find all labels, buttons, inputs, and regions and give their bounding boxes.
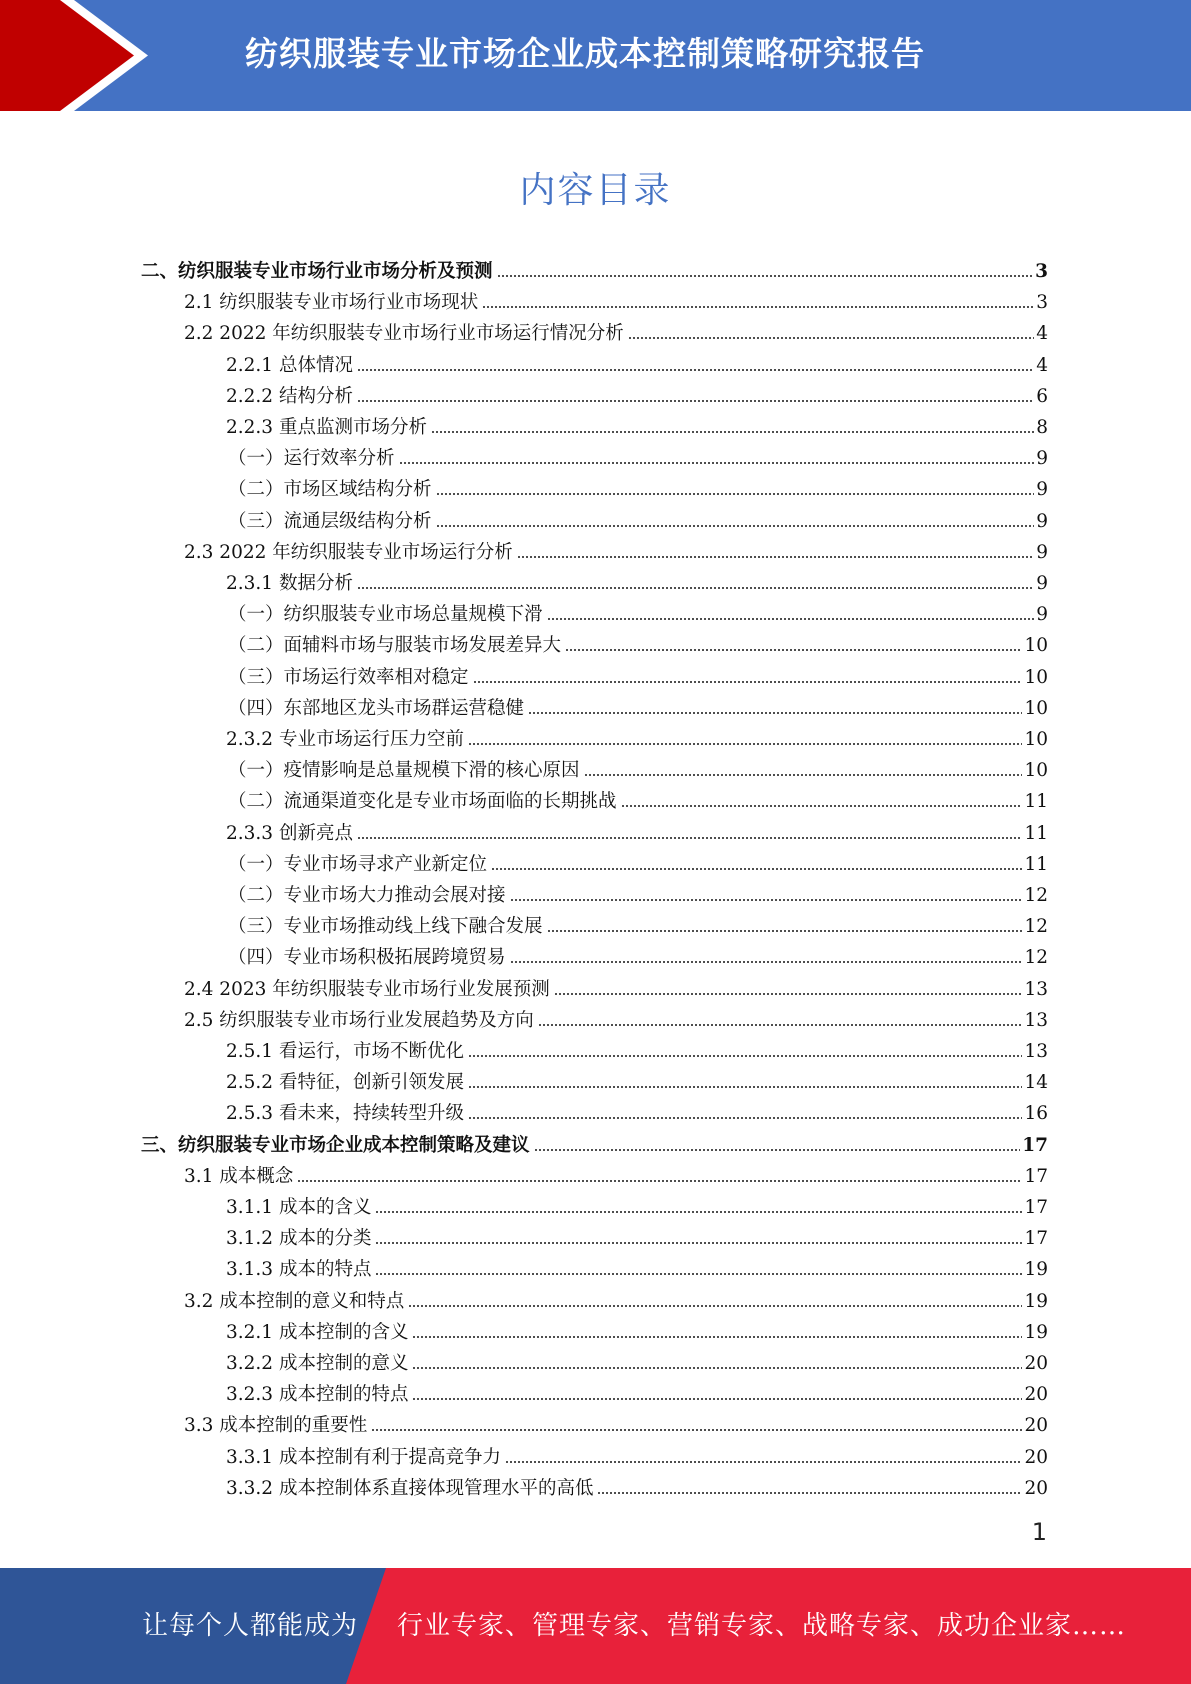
toc-dot-leader: [473, 680, 1023, 684]
toc-entry-page: 10: [1024, 635, 1048, 657]
toc-entry-title: 2.5 纺织服装专业市场行业发展趋势及方向: [184, 1009, 534, 1031]
header-banner: [0, 0, 1191, 111]
toc-entry-page: 9: [1036, 541, 1048, 563]
toc-entry[interactable]: [226, 1063, 1048, 1094]
toc-entry[interactable]: [226, 1094, 1048, 1125]
toc-entry[interactable]: [184, 1282, 1048, 1313]
toc-dot-leader: [491, 867, 1022, 871]
toc-entry-page: 11: [1024, 791, 1048, 813]
toc-entry[interactable]: [228, 595, 1048, 626]
toc-entry[interactable]: [226, 1313, 1048, 1344]
toc-entry[interactable]: [226, 1250, 1048, 1281]
toc-entry-page: 3: [1035, 261, 1048, 282]
toc-dot-leader: [468, 1085, 1022, 1089]
toc-entry-title: 3.3.1 成本控制有利于提高竞争力: [226, 1446, 501, 1468]
toc-entry-page: 10: [1024, 697, 1048, 719]
report-title: 纺织服装专业市场企业成本控制策略研究报告: [245, 34, 925, 73]
toc-dot-leader: [482, 305, 1034, 309]
toc-entry-page: 9: [1036, 479, 1048, 501]
toc-entry[interactable]: [228, 626, 1048, 657]
toc-entry-page: 11: [1024, 822, 1048, 844]
toc-entry-page: 9: [1036, 573, 1048, 594]
toc-dot-leader: [412, 1366, 1022, 1370]
toc-entry-title: 2.5.1 看运行，市场不断优化: [226, 1041, 464, 1062]
toc-entry-title: 三、纺织服装专业市场企业成本控制策略及建议: [141, 1134, 530, 1156]
toc-dot-leader: [621, 804, 1023, 808]
toc-entry-title: （二）专业市场大力推动会展对接: [228, 885, 506, 906]
toc-entry-page: 10: [1024, 666, 1048, 688]
toc-entry-page: 10: [1024, 760, 1048, 782]
toc-dot-leader: [468, 1116, 1022, 1120]
toc-entry-title: 2.1 纺织服装专业市场行业市场现状: [184, 292, 479, 314]
toc-entry[interactable]: [184, 1157, 1048, 1188]
toc-entry-title: （一）纺织服装专业市场总量规模下滑: [228, 604, 543, 626]
toc-entry-title: 2.2.3 重点监测市场分析: [226, 417, 427, 438]
toc-entry-title: （二）流通渠道变化是专业市场面临的长期挑战: [228, 791, 617, 813]
toc-dot-leader: [597, 1491, 1022, 1495]
toc-entry-page: 19: [1024, 1259, 1048, 1281]
toc-dot-leader: [517, 555, 1034, 559]
toc-entry-page: 10: [1024, 729, 1048, 750]
toc-entry[interactable]: [184, 533, 1048, 564]
toc-entry-title: （二）市场区域结构分析: [228, 479, 432, 501]
toc-entry[interactable]: [141, 252, 1048, 283]
toc-dot-leader: [357, 399, 1034, 403]
toc-entry-page: 13: [1024, 978, 1048, 1000]
toc-entry-title: 3.1 成本概念: [184, 1165, 294, 1187]
toc-entry-page: 13: [1024, 1041, 1048, 1062]
toc-entry-title: 2.2 2022 年纺织服装专业市场行业市场运行情况分析: [184, 323, 624, 345]
toc-entry[interactable]: [226, 1032, 1048, 1063]
page-number: 1: [1031, 1518, 1047, 1546]
toc-entry-page: 20: [1024, 1446, 1048, 1468]
toc-dot-leader: [584, 773, 1023, 777]
footer-slogan-right: 行业专家、管理专家、营销专家、战略专家、成功企业家……: [397, 1611, 1127, 1641]
toc-entry[interactable]: [226, 564, 1048, 595]
toc-entry-title: 二、纺织服装专业市场行业市场分析及预测: [141, 261, 493, 282]
toc-entry-page: 12: [1024, 916, 1048, 938]
toc-entry[interactable]: [228, 938, 1048, 969]
toc-dot-leader: [628, 336, 1034, 340]
toc-entry-title: 3.2 成本控制的意义和特点: [184, 1290, 405, 1312]
toc-entry-title: 3.1.2 成本的分类: [226, 1228, 372, 1250]
toc-entry-page: 17: [1022, 1134, 1048, 1156]
toc-entry[interactable]: [228, 470, 1048, 501]
toc-entry-title: 2.3 2022 年纺织服装专业市场运行分析: [184, 541, 513, 563]
arrow-red-shape: [0, 0, 134, 111]
toc-entry[interactable]: [184, 1406, 1048, 1437]
toc-entry-page: 17: [1024, 1228, 1048, 1250]
toc-dot-leader: [565, 648, 1022, 652]
toc-dot-leader: [534, 1148, 1021, 1152]
toc-entry[interactable]: [228, 907, 1048, 938]
toc-entry-title: 2.4 2023 年纺织服装专业市场行业发展预测: [184, 978, 550, 1000]
toc-dot-leader: [357, 368, 1034, 372]
toc-entry[interactable]: [228, 845, 1048, 876]
toc-entry[interactable]: [226, 1469, 1048, 1500]
toc-entry-page: 9: [1036, 510, 1048, 532]
toc-dot-leader: [357, 586, 1034, 590]
toc-dot-leader: [468, 1054, 1022, 1058]
toc-dot-leader: [357, 836, 1023, 840]
toc-entry[interactable]: [184, 970, 1048, 1001]
toc-dot-leader: [468, 742, 1022, 746]
toc-entry-title: （四）专业市场积极拓展跨境贸易: [228, 947, 506, 969]
toc-entry[interactable]: [226, 1438, 1048, 1469]
toc-dot-leader: [528, 711, 1022, 715]
toc-entry-title: 2.2.1 总体情况: [226, 354, 353, 376]
toc-entry-title: 2.3.1 数据分析: [226, 573, 353, 594]
toc-entry[interactable]: [184, 1001, 1048, 1032]
toc-entry-title: 3.3 成本控制的重要性: [184, 1415, 368, 1437]
toc-entry-page: 13: [1024, 1009, 1048, 1031]
toc-entry[interactable]: [226, 814, 1048, 845]
toc-dot-leader: [547, 929, 1023, 933]
toc-dot-leader: [412, 1335, 1022, 1339]
toc-entry-page: 20: [1024, 1415, 1048, 1437]
toc-dot-leader: [375, 1272, 1022, 1276]
toc-dot-leader: [399, 461, 1035, 465]
toc-entry-title: （三）流通层级结构分析: [228, 510, 432, 532]
toc-entry-title: 2.3.3 创新亮点: [226, 822, 353, 844]
toc-entry[interactable]: [226, 1375, 1048, 1406]
toc-entry-page: 19: [1024, 1290, 1048, 1312]
toc-entry[interactable]: [226, 346, 1048, 377]
toc-entry-title: （三）专业市场推动线上线下融合发展: [228, 916, 543, 938]
toc-dot-leader: [436, 492, 1035, 496]
toc-entry[interactable]: [228, 876, 1048, 907]
toc-entry-title: 2.5.2 看特征，创新引领发展: [226, 1072, 464, 1094]
toc-entry-page: 17: [1024, 1165, 1048, 1187]
toc-dot-leader: [436, 524, 1035, 528]
toc-entry-page: 9: [1036, 604, 1048, 626]
toc-entry[interactable]: [184, 314, 1048, 345]
toc-entry-title: 3.1.3 成本的特点: [226, 1259, 372, 1281]
toc-entry-page: 20: [1024, 1384, 1048, 1406]
toc-entry-page: 19: [1024, 1321, 1048, 1343]
toc-entry-title: 2.2.2 结构分析: [226, 385, 353, 407]
footer-banner: [0, 1568, 1191, 1684]
toc-entry[interactable]: [226, 1344, 1048, 1375]
toc-dot-leader: [510, 898, 1023, 902]
toc-entry[interactable]: [226, 1219, 1048, 1250]
toc-entry-page: 14: [1024, 1072, 1048, 1094]
toc-entry[interactable]: [228, 751, 1048, 782]
toc-entry-page: 17: [1024, 1197, 1048, 1218]
toc-entry[interactable]: [184, 283, 1048, 314]
toc-entry-page: 11: [1024, 853, 1048, 875]
toc-dot-leader: [510, 960, 1023, 964]
toc-entry-page: 4: [1036, 323, 1048, 345]
toc-entry-title: （四）东部地区龙头市场群运营稳健: [228, 697, 525, 719]
toc-entry[interactable]: [141, 1126, 1048, 1157]
toc-entry-title: 3.2.2 成本控制的意义: [226, 1353, 409, 1374]
toc-entry[interactable]: [226, 377, 1048, 408]
toc-entry-page: 8: [1036, 417, 1048, 438]
toc-entry[interactable]: [228, 658, 1048, 689]
toc-dot-leader: [375, 1210, 1022, 1214]
toc-dot-leader: [538, 1023, 1023, 1027]
toc-dot-leader: [375, 1241, 1022, 1245]
toc-entry-page: 4: [1036, 354, 1048, 376]
toc-heading: 内容目录: [519, 170, 672, 211]
toc-dot-leader: [297, 1179, 1022, 1183]
toc-entry-page: 12: [1024, 947, 1048, 969]
toc-dot-leader: [547, 617, 1035, 621]
toc-entry-title: （一）专业市场寻求产业新定位: [228, 853, 488, 875]
toc-dot-leader: [408, 1304, 1022, 1308]
toc-entry-page: 6: [1036, 385, 1048, 407]
toc-dot-leader: [497, 274, 1034, 278]
toc-entry[interactable]: [228, 439, 1048, 470]
toc-entry-title: （二）面辅料市场与服装市场发展差异大: [228, 635, 562, 657]
toc-dot-leader: [431, 430, 1034, 434]
toc-entry-title: 3.2.1 成本控制的含义: [226, 1321, 409, 1343]
toc-entry-page: 3: [1036, 292, 1048, 314]
toc-entry-page: 12: [1024, 885, 1048, 906]
toc-entry[interactable]: [228, 782, 1048, 813]
toc-entry[interactable]: [228, 689, 1048, 720]
toc-entry[interactable]: [228, 502, 1048, 533]
toc-entry-title: 2.5.3 看未来，持续转型升级: [226, 1103, 464, 1125]
toc-dot-leader: [371, 1428, 1022, 1432]
toc-dot-leader: [412, 1397, 1022, 1401]
footer-slogan-left: 让每个人都能成为: [142, 1611, 359, 1641]
toc-entry-page: 20: [1024, 1353, 1048, 1374]
header-arrow-decoration: [0, 0, 160, 111]
toc-dot-leader: [554, 992, 1023, 996]
toc-dot-leader: [505, 1460, 1022, 1464]
toc-entry[interactable]: [226, 720, 1048, 751]
toc-entry-title: （三）市场运行效率相对稳定: [228, 666, 469, 688]
toc-entry-title: 3.3.2 成本控制体系直接体现管理水平的高低: [226, 1477, 594, 1499]
toc-entry-title: （一）运行效率分析: [228, 448, 395, 470]
toc-entry-page: 9: [1036, 448, 1048, 470]
toc-entry[interactable]: [226, 408, 1048, 439]
toc-entry-title: 3.1.1 成本的含义: [226, 1197, 372, 1218]
toc-entry-title: 2.3.2 专业市场运行压力空前: [226, 729, 464, 750]
toc-entry-page: 16: [1024, 1103, 1048, 1125]
toc-entry-title: 3.2.3 成本控制的特点: [226, 1384, 409, 1406]
toc-entry-title: （一）疫情影响是总量规模下滑的核心原因: [228, 760, 580, 782]
toc-entry[interactable]: [226, 1188, 1048, 1219]
toc-entry-page: 20: [1024, 1477, 1048, 1499]
